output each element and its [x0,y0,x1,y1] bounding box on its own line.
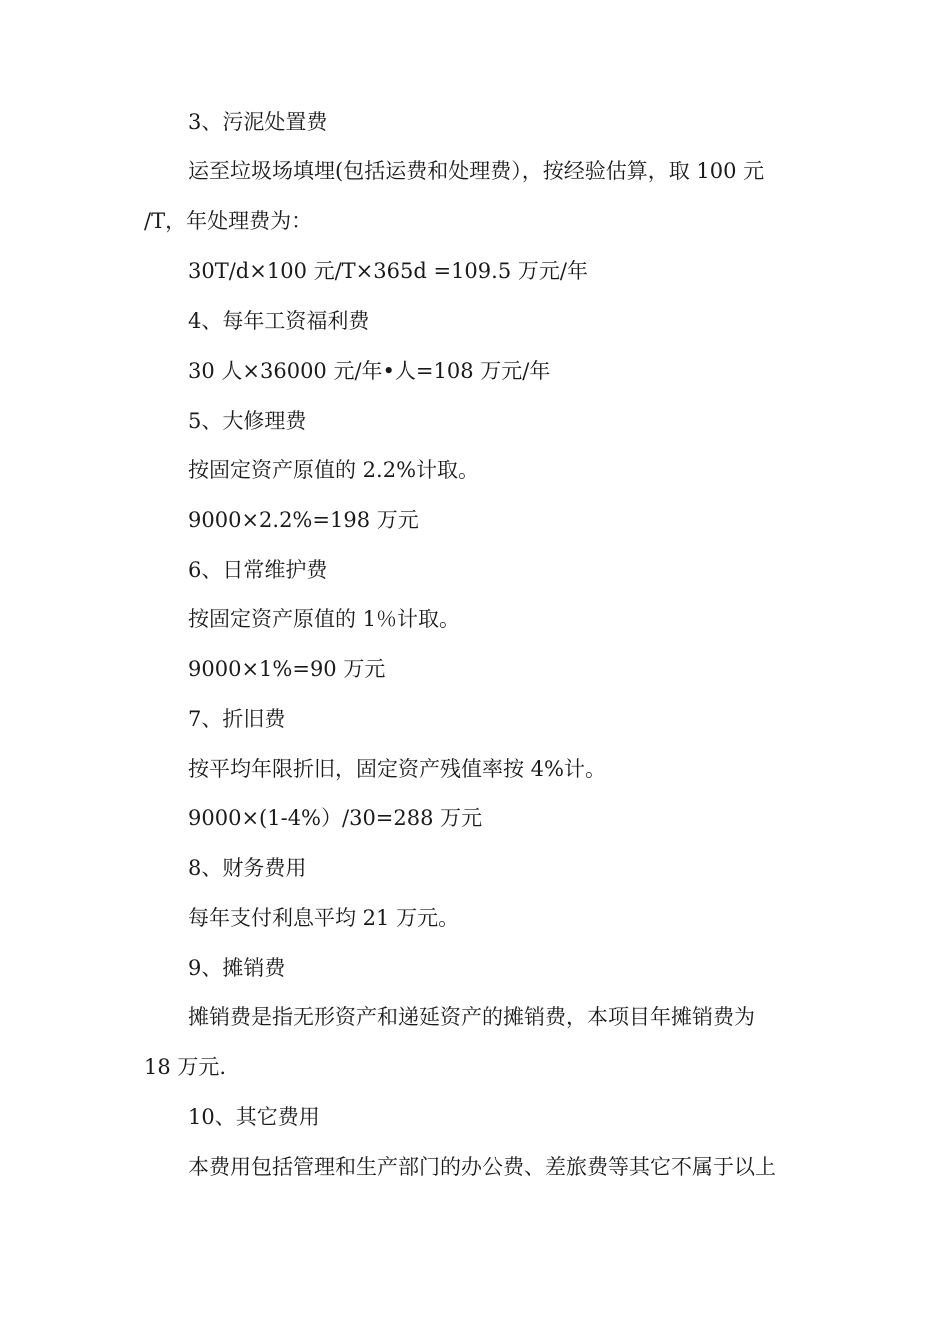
paragraph-major-repair: 按固定资产原值的 2.2%计取。 [188,458,480,482]
paragraph-other-expenses: 本费用包括管理和生产部门的办公费、差旅费等其它不属于以上 [188,1155,776,1179]
paragraph-amortization-line-1: 摊销费是指无形资产和递延资产的摊销费，本项目年摊销费为 [188,1005,755,1029]
heading-sludge-disposal: 3、污泥处置费 [188,110,328,134]
heading-amortization: 9、摊销费 [188,956,286,980]
formula-sludge-disposal: 30T/d×100 元/T×365d =109.5 万元/年 [188,259,588,283]
paragraph-financial-expenses: 每年支付利息平均 21 万元。 [188,906,460,930]
paragraph-depreciation: 按平均年限折旧，固定资产残值率按 4%计。 [188,757,606,781]
heading-financial-expenses: 8、财务费用 [188,856,307,880]
paragraph-sludge-disposal-line-2: /T，年处理费为： [144,209,313,233]
formula-wages-welfare: 30 人×36000 元/年•人=108 万元/年 [188,359,551,383]
paragraph-amortization-line-2: 18 万元. [144,1055,227,1079]
formula-daily-maintenance: 9000×1%=90 万元 [188,657,386,681]
paragraph-daily-maintenance: 按固定资产原值的 1％计取。 [188,607,461,631]
formula-depreciation: 9000×(1-4%）/30=288 万元 [188,806,483,830]
formula-major-repair: 9000×2.2%=198 万元 [188,508,419,532]
heading-wages-welfare: 4、每年工资福利费 [188,309,370,333]
heading-daily-maintenance: 6、日常维护费 [188,558,328,582]
heading-other-expenses: 10、其它费用 [188,1105,320,1129]
heading-depreciation: 7、折旧费 [188,707,286,731]
heading-major-repair: 5、大修理费 [188,409,307,433]
paragraph-sludge-disposal-line-1: 运至垃圾场填埋(包括运费和处理费），按经验估算，取 100 元 [188,159,765,183]
